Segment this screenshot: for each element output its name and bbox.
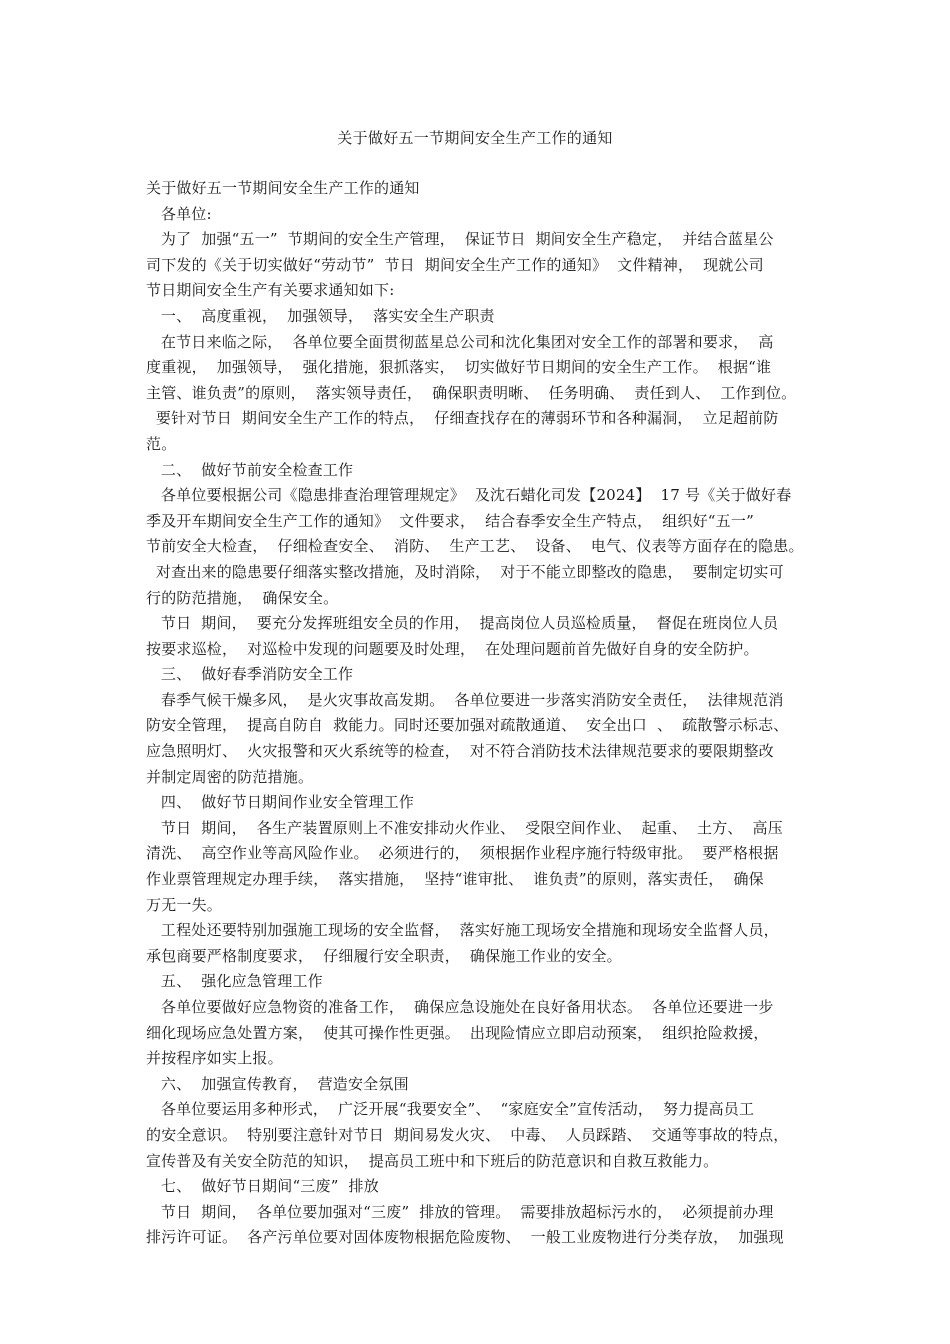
body-line: 主管、谁负责”的原则， 落实领导责任， 确保职责明晰、 任务明确、 责任到人、 工作到位。 — [146, 383, 797, 402]
document-body — [146, 176, 810, 1251]
body-line: 季及开车期间安全生产工作的通知》 文件要求， 结合春季安全生产特点， 组织好“五一” — [146, 511, 754, 530]
body-line: 春季气候干燥多风， 是火灾事故高发期。 各单位要进一步落实消防安全责任， 法律规范消 — [146, 690, 784, 709]
body-line: 清洗、 高空作业等高风险作业。 必须进行的， 须根据作业程序施行特级审批。 要严格根据 — [146, 844, 779, 863]
body-line: 二、 做好节前安全检查工作 — [146, 460, 354, 479]
body-line: 各单位: — [146, 204, 212, 223]
body-line: 为了 加强“五一” 节期间的安全生产管理， 保证节日 期间安全生产稳定， 并结合蓝星公 — [146, 230, 774, 249]
body-line: 承包商要严格制度要求， 仔细履行安全职责， 确保施工作业的安全。 — [146, 946, 622, 965]
body-line: 一、 高度重视， 加强领导， 落实安全生产职责 — [146, 306, 495, 325]
body-line: 工程处还要特别加强施工现场的安全监督， 落实好施工现场安全措施和现场安全监督人员， — [146, 921, 779, 940]
body-line: 关于做好五一节期间安全生产工作的通知 — [146, 179, 420, 197]
body-line: 作业票管理规定办理手续， 落实措施， 坚持“谁审批、 谁负责”的原则，落实责任， 确保 — [146, 870, 764, 889]
body-line: 节前安全大检查， 仔细检查安全、 消防、 生产工艺、 设备、 电气、仪表等方面存在的隐患。 — [146, 537, 804, 556]
body-line: 按要求巡检， 对巡检中发现的问题要及时处理， 在处理问题前首先做好自身的安全防护。 — [146, 639, 759, 658]
body-line: 细化现场应急处置方案， 使其可操作性更强。 出现险情应立即启动预案， 组织抢险救援， — [146, 1023, 769, 1042]
body-line: 节日 期间， 各单位要加强对“三废” 排放的管理。 需要排放超标污水的， 必须提前办理 — [146, 1202, 774, 1221]
document-title: 关于做好五一节期间安全生产工作的通知 — [337, 129, 613, 147]
body-line: 排污许可证。 各产污单位要对固体废物根据危险废物、 一般工业废物进行分类存放， 加强现 — [146, 1228, 784, 1247]
body-line: 万无一失。 — [146, 895, 223, 914]
body-line: 节日期间安全生产有关要求通知如下: — [146, 281, 395, 300]
body-line: 三、 做好春季消防安全工作 — [146, 665, 354, 684]
body-line: 范。 — [146, 434, 177, 453]
body-line: 各单位要做好应急物资的准备工作， 确保应急设施处在良好备用状态。 各单位还要进一步 — [146, 998, 774, 1016]
body-line: 应急照明灯、 火灾报警和灭火系统等的检查， 对不符合消防技术法律规范要求的要限期整改 — [146, 742, 774, 761]
body-line: 在节日来临之际， 各单位要全面贯彻蓝星总公司和沈化集团对安全工作的部署和要求， 高 — [146, 332, 774, 351]
body-line: 要针对节日 期间安全生产工作的特点， 仔细查找存在的薄弱环节和各种漏洞， 立足超前防 — [146, 409, 779, 428]
body-line: 并按程序如实上报。 — [146, 1049, 283, 1068]
body-line: 节日 期间， 要充分发挥班组安全员的作用， 提高岗位人员巡检质量， 督促在班岗位人员 — [146, 614, 779, 633]
body-line: 五、 强化应急管理工作 — [146, 972, 323, 991]
body-line: 各单位要根据公司《隐患排查治理管理规定》 及沈石蜡化司发【2024】 17 号《关于做好春 — [146, 486, 792, 505]
body-line: 六、 加强宣传教育， 营造安全氛围 — [146, 1074, 409, 1093]
body-line: 行的防范措施， 确保安全。 — [146, 588, 339, 607]
body-line: 司下发的《关于切实做好“劳动节” 节日 期间安全生产工作的通知》 文件精神， 现就公司 — [146, 255, 764, 274]
body-line: 七、 做好节日期间“三废” 排放 — [146, 1177, 379, 1196]
body-line: 节日 期间， 各生产装置原则上不准安排动火作业、 受限空间作业、 起重、 土方、 高压 — [146, 818, 783, 837]
body-line: 四、 做好节日期间作业安全管理工作 — [146, 793, 415, 812]
body-line: 对查出来的隐患要仔细落实整改措施，及时消除， 对于不能立即整改的隐患， 要制定切实可 — [146, 562, 784, 581]
body-line: 各单位要运用多种形式， 广泛开展“我要安全”、 “家庭安全”宣传活动， 努力提高员工 — [146, 1100, 755, 1119]
body-line: 并制定周密的防范措施。 — [146, 767, 314, 786]
body-line: 防安全管理， 提高自防自 救能力。同时还要加强对疏散通道、 安全出口 、 疏散警示标志、 — [146, 716, 789, 735]
body-line: 宣传普及有关安全防范的知识， 提高员工班中和下班后的防范意识和自救互救能力。 — [146, 1151, 719, 1170]
body-line: 度重视， 加强领导， 强化措施，狠抓落实， 切实做好节日期间的安全生产工作。 根据“谁 — [146, 358, 772, 377]
body-line: 的安全意识。 特别要注意针对节日 期间易发火灾、 中毒、 人员踩踏、 交通等事故的特点， — [146, 1125, 789, 1144]
